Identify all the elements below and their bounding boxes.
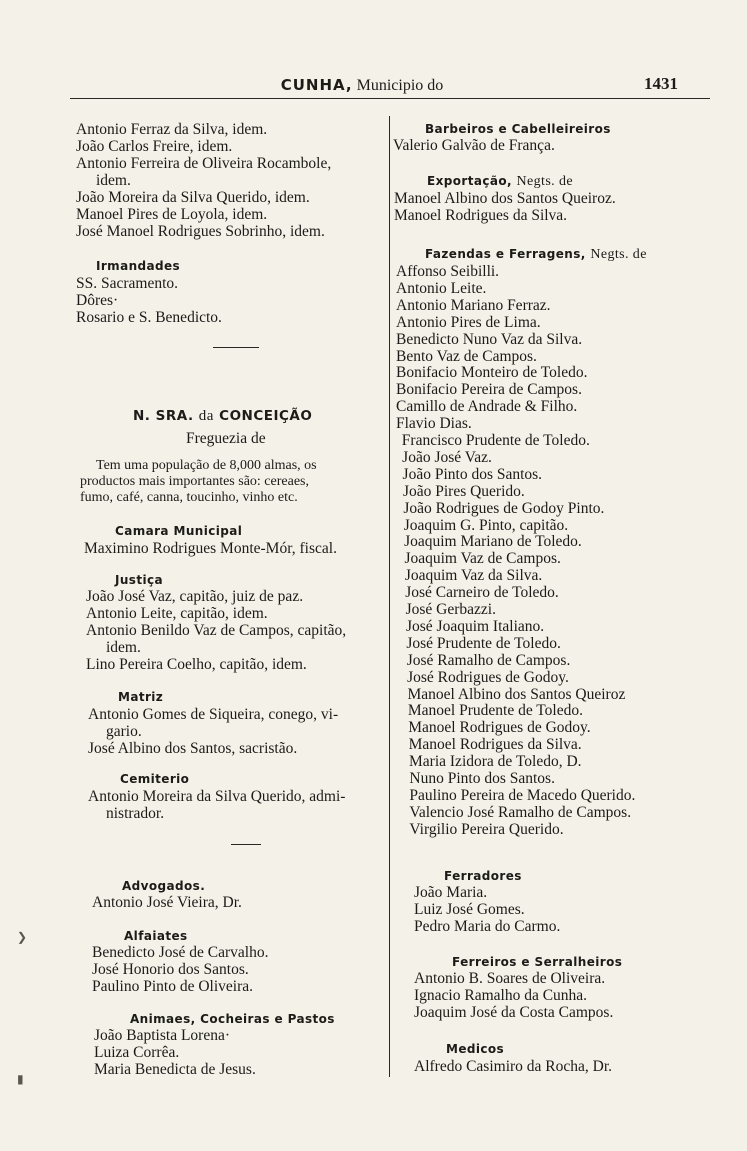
entry-line: João Baptista Lorena· (94, 1027, 231, 1044)
entry-line: Nuno Pinto dos Santos. (409, 770, 555, 787)
entry-line: Manoel Rodrigues de Godoy. (408, 719, 591, 737)
entry-line: Manoel Rodrigues da Silva. (394, 207, 568, 224)
section-heading-suffix: Negts. de (516, 174, 573, 189)
parish-title (133, 408, 312, 425)
entry-line: Antonio Leite. (396, 279, 487, 297)
section-heading: Ferradores (444, 869, 522, 883)
parish-title-name: CONCEIÇÃO (219, 408, 313, 424)
entry-line: Dôres· (76, 292, 119, 309)
entry-line: Maximino Rodrigues Monte-Mór, fiscal. (84, 540, 337, 557)
entry-line: João Carlos Freire, idem. (76, 138, 233, 155)
entry-line: Antonio Benildo Vaz de Campos, capitão, (86, 622, 347, 639)
page-number: 1431 (644, 74, 678, 93)
section-heading: Camara Municipal (115, 524, 243, 538)
page-header (0, 0, 747, 100)
entry-line: Manoel Albino dos Santos Queiroz (407, 685, 626, 703)
running-title (262, 76, 462, 95)
section-separator (231, 844, 261, 845)
entry-line: João Pires Querido. (402, 482, 525, 500)
entry-line: idem. (96, 172, 131, 189)
entry-line: José Rodrigues de Godoy. (407, 668, 569, 686)
entry-line: idem. (106, 639, 141, 656)
paragraph-line: productos mais importantes são: cereaes, (80, 474, 309, 489)
entry-line: José Prudente de Toledo. (406, 634, 561, 652)
entry-line: Affonso Seibilli. (396, 263, 500, 280)
entry-line: José Carneiro de Toledo. (405, 584, 559, 602)
entry-line: Francisco Prudente de Toledo. (401, 432, 590, 449)
entry-line: Maria Benedicta de Jesus. (94, 1061, 256, 1078)
section-heading-label: Exportação, (427, 174, 512, 188)
parish-title-prefix: N. SRA. (133, 408, 194, 424)
margin-mark: ▮ (17, 1072, 24, 1086)
entry-line: Benedicto Nuno Vaz da Silva. (396, 330, 583, 348)
entry-line: Luiza Corrêa. (94, 1044, 180, 1061)
town-name: CUNHA, (280, 76, 353, 94)
column-divider (389, 116, 390, 1077)
entry-line: Ignacio Ramalho da Cunha. (414, 987, 588, 1004)
entry-line: José Ramalho de Campos. (406, 651, 571, 669)
entry-line: Antonio Ferreira de Oliveira Rocambole, (76, 155, 332, 172)
section-heading-suffix: Negts. de (590, 247, 647, 262)
entry-line: João José Vaz, capitão, juiz de paz. (86, 588, 304, 605)
entry-line: João Rodrigues de Godoy Pinto. (403, 499, 605, 517)
section-separator (213, 347, 259, 348)
entry-line: Manoel Pires de Loyola, idem. (76, 206, 268, 223)
entry-line: José Gerbazzi. (405, 601, 496, 618)
parish-title-mid: da (198, 408, 214, 424)
entry-line: Manoel Albino dos Santos Queiroz. (394, 190, 616, 207)
paragraph-line: Tem uma população de 8,000 almas, os (96, 458, 317, 473)
entry-line: nistrador. (106, 805, 165, 822)
entry-line: Bento Vaz de Campos. (396, 347, 537, 365)
entry-line: Benedicto José de Carvalho. (92, 944, 269, 961)
entry-line: Joaquim José da Costa Campos. (414, 1004, 614, 1021)
entry-line: João Pinto dos Santos. (402, 465, 543, 483)
section-heading: Barbeiros e Cabelleireiros (425, 122, 611, 136)
section-heading-label: Fazendas e Ferragens, (425, 247, 586, 261)
entry-line: Valerio Galvão de França. (393, 137, 555, 154)
entry-line: Antonio Pires de Lima. (396, 313, 541, 331)
paragraph-line: fumo, café, canna, toucinho, vinho etc. (80, 490, 298, 505)
entry-line: Antonio Moreira da Silva Querido, admi- (88, 788, 346, 805)
entry-line: José Honorio dos Santos. (92, 961, 249, 978)
section-heading (427, 173, 573, 190)
entry-line: Bonifacio Pereira de Campos. (396, 381, 582, 399)
entry-line: Luiz José Gomes. (414, 901, 525, 918)
entry-line: José Joaquim Italiano. (405, 617, 545, 635)
entry-line: Freguezia de (186, 430, 266, 447)
entry-line: Joaquim Vaz de Campos. (404, 550, 561, 568)
entry-line: Paulino Pereira de Macedo Querido. (409, 786, 636, 804)
entry-line: Manoel Prudente de Toledo. (407, 702, 583, 720)
entry-line: Maria Izidora de Toledo, D. (409, 753, 582, 771)
margin-mark: ❯ (17, 930, 28, 944)
section-heading: Ferreiros e Serralheiros (452, 955, 623, 969)
entry-line: João José Vaz. (402, 448, 492, 466)
entry-line: Antonio Gomes de Siqueira, conego, vi- (88, 706, 339, 723)
entry-line: José Manoel Rodrigues Sobrinho, idem. (76, 223, 325, 240)
entry-line: Camillo de Andrade & Filho. (396, 398, 578, 416)
entry-line: Bonifacio Monteiro de Toledo. (396, 364, 588, 382)
entry-line: Antonio José Vieira, Dr. (92, 894, 242, 911)
entry-line: Joaquim Mariano de Toledo. (404, 533, 582, 551)
section-heading: Irmandades (96, 259, 181, 273)
entry-line: Joaquim Vaz da Silva. (404, 567, 543, 585)
section-heading: Advogados. (122, 879, 206, 893)
entry-line: Paulino Pinto de Oliveira. (92, 978, 254, 995)
entry-line: Joaquim G. Pinto, capitão. (403, 516, 569, 534)
entry-line: Valencio José Ramalho de Campos. (409, 803, 632, 821)
entry-line: Virgilio Pereira Querido. (409, 820, 564, 838)
entry-line: Antonio Mariano Ferraz. (396, 296, 551, 314)
section-heading: Cemiterio (120, 772, 190, 786)
entry-line: Manoel Rodrigues da Silva. (408, 736, 582, 754)
entry-line: João Maria. (414, 884, 488, 901)
entry-line: Rosario e S. Benedicto. (76, 309, 222, 326)
entry-line: José Albino dos Santos, sacristão. (88, 740, 298, 757)
section-heading (425, 246, 647, 263)
entry-line: João Moreira da Silva Querido, idem. (76, 189, 310, 206)
entry-line: gario. (106, 723, 142, 740)
entry-line: Antonio B. Soares de Oliveira. (414, 970, 606, 987)
header-rule (70, 98, 710, 99)
entry-line: Antonio Leite, capitão, idem. (86, 605, 268, 622)
entry-line: SS. Sacramento. (76, 275, 179, 292)
entry-line: Antonio Ferraz da Silva, idem. (76, 121, 268, 138)
section-heading: Medicos (446, 1042, 505, 1056)
entry-line: Alfredo Casimiro da Rocha, Dr. (414, 1058, 613, 1075)
entry-line: Pedro Maria do Carmo. (414, 918, 561, 935)
section-heading: Alfaiates (124, 929, 188, 943)
section-heading: Animaes, Cocheiras e Pastos (130, 1012, 335, 1026)
entry-line: Lino Pereira Coelho, capitão, idem. (86, 656, 307, 673)
entry-line: Flavio Dias. (396, 415, 472, 433)
running-title-rest: Municipio do (356, 77, 444, 94)
section-heading: Justiça (115, 573, 164, 587)
section-heading: Matriz (118, 690, 164, 704)
